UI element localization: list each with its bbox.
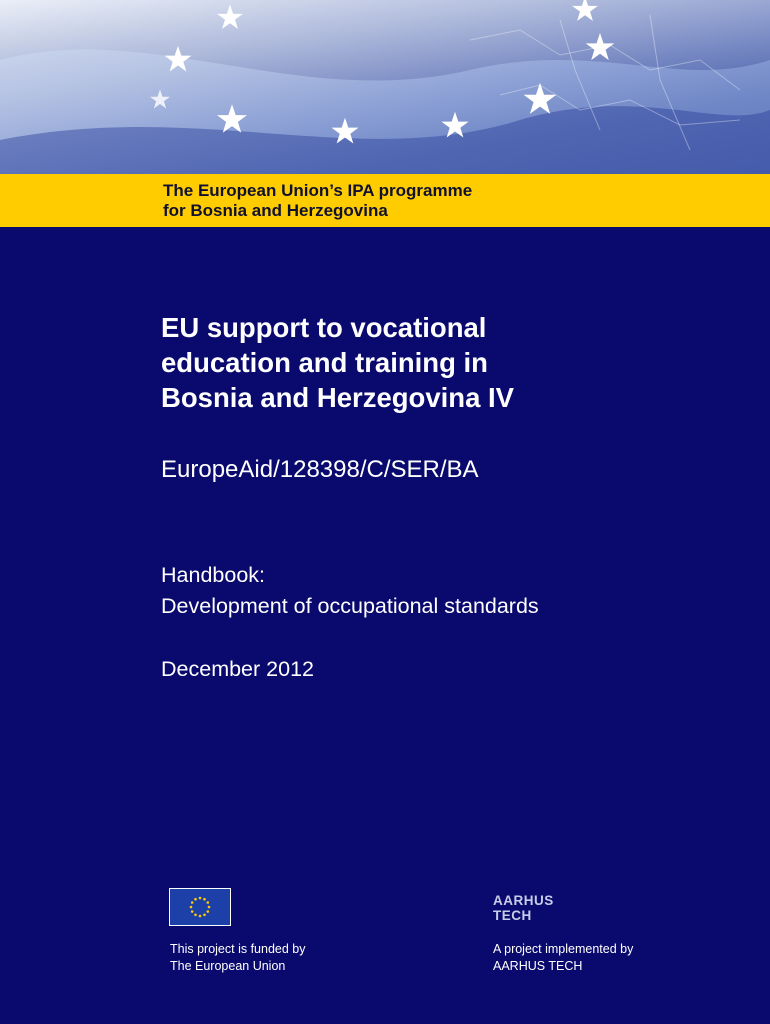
aarhus-tech-logo	[493, 893, 554, 923]
implementation-line-1: A project implemented by	[493, 942, 634, 956]
document-title	[161, 310, 514, 415]
funding-line-2: The European Union	[170, 959, 286, 973]
title-line-3: Bosnia and Herzegovina IV	[161, 382, 515, 413]
funding-note	[170, 941, 306, 975]
reference-number: EuropeAid/128398/C/SER/BA	[161, 456, 479, 483]
title-line-1: EU support to vocational	[161, 312, 487, 343]
implementation-note	[493, 941, 633, 975]
handbook-label: Handbook:	[161, 563, 265, 587]
title-line-2: education and training in	[161, 347, 488, 378]
handbook-topic: Development of occupational standards	[161, 594, 539, 618]
funding-line-1: This project is funded by	[170, 942, 306, 956]
implementation-line-2: AARHUS TECH	[493, 959, 583, 973]
logo-line-2: TECH	[493, 908, 532, 923]
eu-flag-icon	[169, 888, 231, 926]
programme-strip	[0, 174, 770, 227]
handbook-subtitle	[161, 560, 539, 622]
eu-flag-banner-image	[0, 0, 770, 174]
programme-line-1: The European Union’s IPA programme	[163, 181, 473, 200]
programme-title	[163, 181, 472, 221]
logo-line-1: AARHUS	[493, 893, 554, 908]
programme-line-2: for Bosnia and Herzegovina	[163, 201, 388, 220]
publication-date: December 2012	[161, 657, 314, 681]
